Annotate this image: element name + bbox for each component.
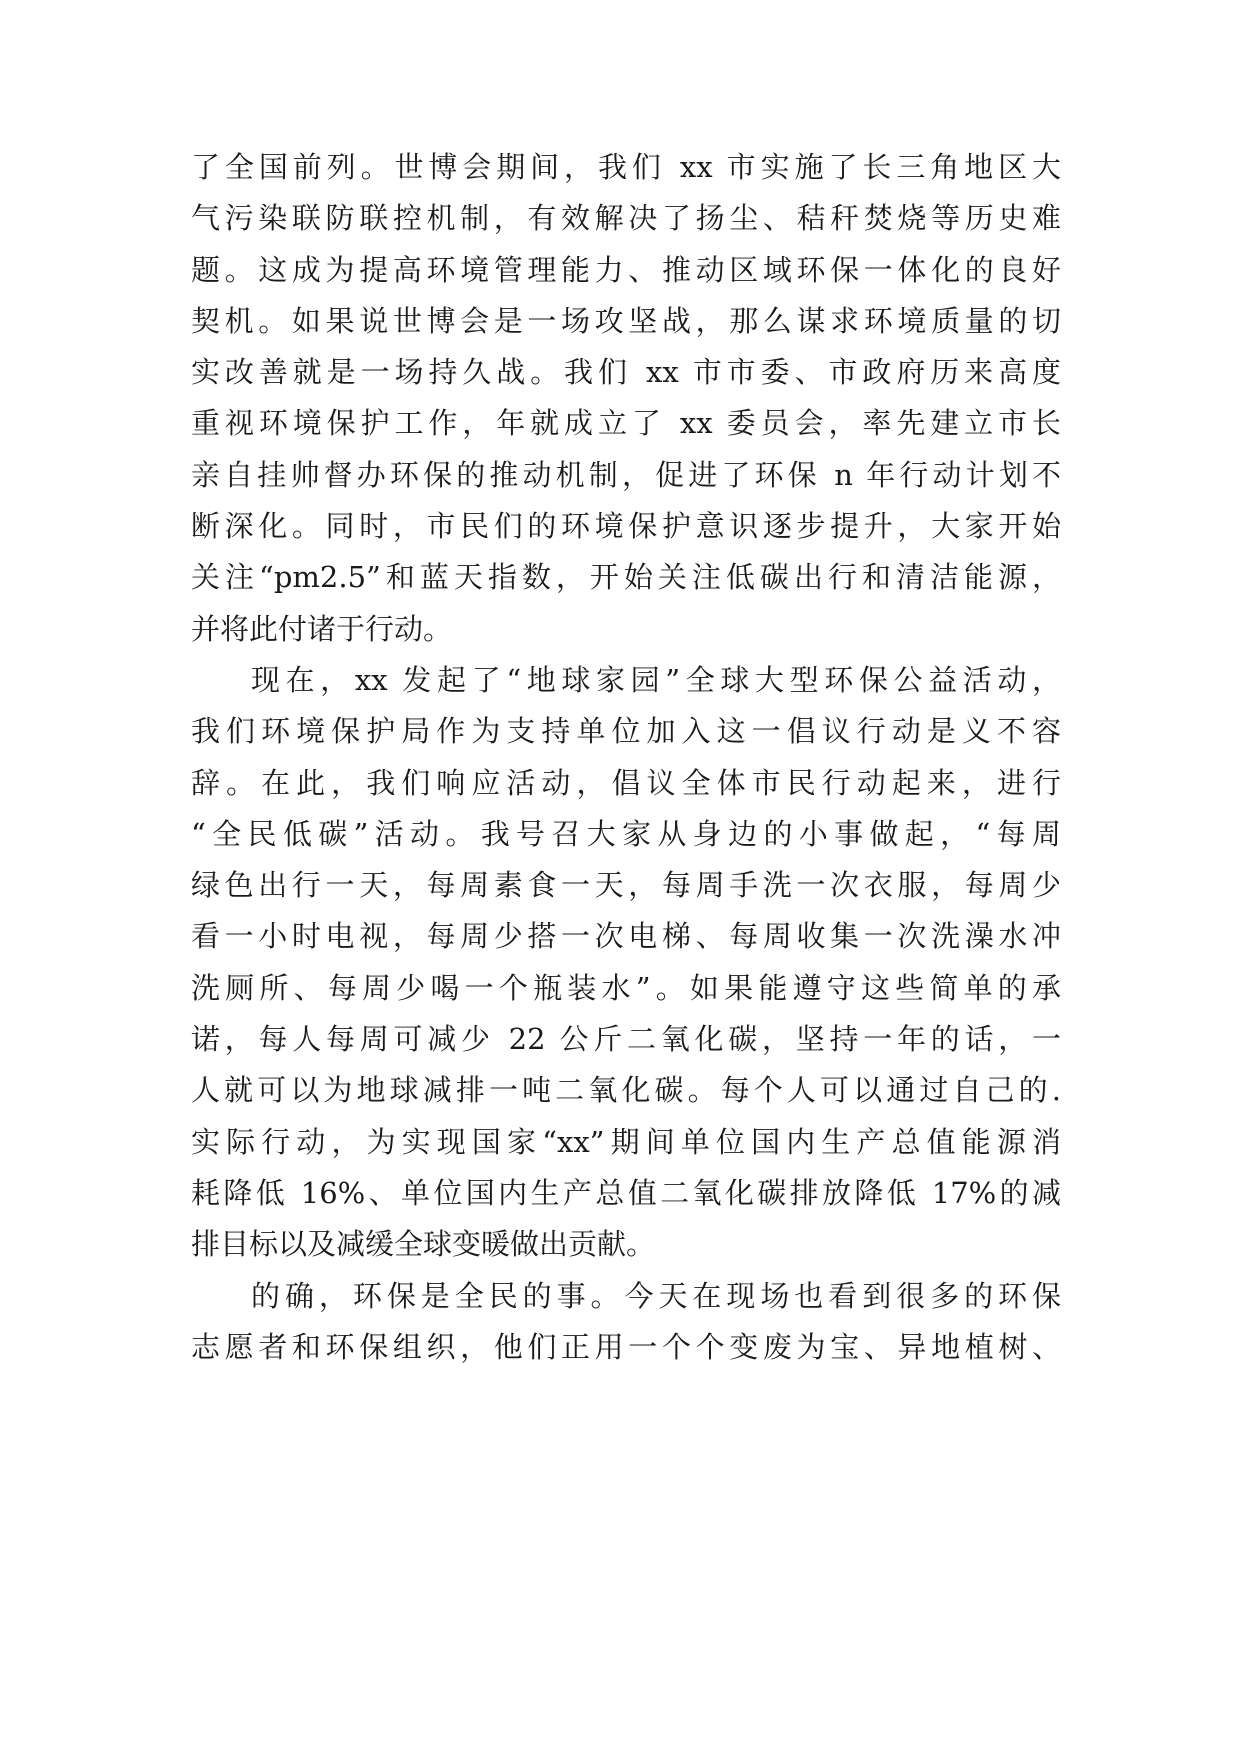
text-line: 实际行动，为实现国家“xx”期间单位国内生产总值能源消 <box>191 1124 1061 1159</box>
text-line: 我们环境保护局作为支持单位加入这一倡议行动是义不容 <box>191 714 1061 749</box>
text-line: “全民低碳”活动。我号召大家从身边的小事做起，“每周 <box>191 816 1061 851</box>
text-line: 绿色出行一天，每周素食一天，每周手洗一次衣服，每周少 <box>191 868 1061 903</box>
text-line: 志愿者和环保组织，他们正用一个个变废为宝、异地植树、 <box>191 1329 1061 1364</box>
text-line: 亲自挂帅督办环保的推动机制，促进了环保 n 年行动计划不 <box>191 457 1061 492</box>
text-line: 重视环境保护工作，年就成立了 xx 委员会，率先建立市长 <box>191 406 1061 441</box>
text-line: 了全国前列。世博会期间，我们 xx 市实施了长三角地区大 <box>191 150 1061 184</box>
text-line: 契机。如果说世博会是一场攻坚战，那么谋求环境质量的切 <box>191 303 1061 338</box>
text-line: 题。这成为提高环境管理能力、推动区域环保一体化的良好 <box>191 252 1061 287</box>
text-line: 断深化。同时，市民们的环境保护意识逐步提升，大家开始 <box>191 509 1061 544</box>
text-line: 诺，每人每周可减少 22 公斤二氧化碳，坚持一年的话，一 <box>191 1022 1061 1057</box>
text-line: 实改善就是一场持久战。我们 xx 市市委、市政府历来高度 <box>191 355 1061 390</box>
paragraph-start-line: 的确，环保是全民的事。今天在现场也看到很多的环保 <box>251 1278 1061 1313</box>
text-line: 人就可以为地球减排一吨二氧化碳。每个人可以通过自己的. <box>191 1073 1061 1108</box>
text-line: 洗厕所、每周少喝一个瓶装水”。如果能遵守这些简单的承 <box>191 970 1061 1005</box>
text-line: 排目标以及减缓全球变暖做出贡献。 <box>191 1227 656 1262</box>
text-line: 辞。在此，我们响应活动，倡议全体市民行动起来，进行 <box>191 765 1061 800</box>
text-line: 气污染联防联控机制，有效解决了扬尘、秸秆焚烧等历史难 <box>191 201 1061 236</box>
body-text <box>191 142 1061 1373</box>
paragraph-start-line: 现在，xx 发起了“地球家园”全球大型环保公益活动， <box>251 662 1061 697</box>
text-line: 看一小时电视，每周少搭一次电梯、每周收集一次洗澡水冲 <box>191 919 1061 954</box>
text-line: 并将此付诸于行动。 <box>191 611 453 646</box>
text-line: 关注“pm2.5”和蓝天指数，开始关注低碳出行和清洁能源， <box>191 560 1061 595</box>
text-line: 耗降低 16%、单位国内生产总值二氧化碳排放降低 17%的减 <box>191 1175 1061 1210</box>
